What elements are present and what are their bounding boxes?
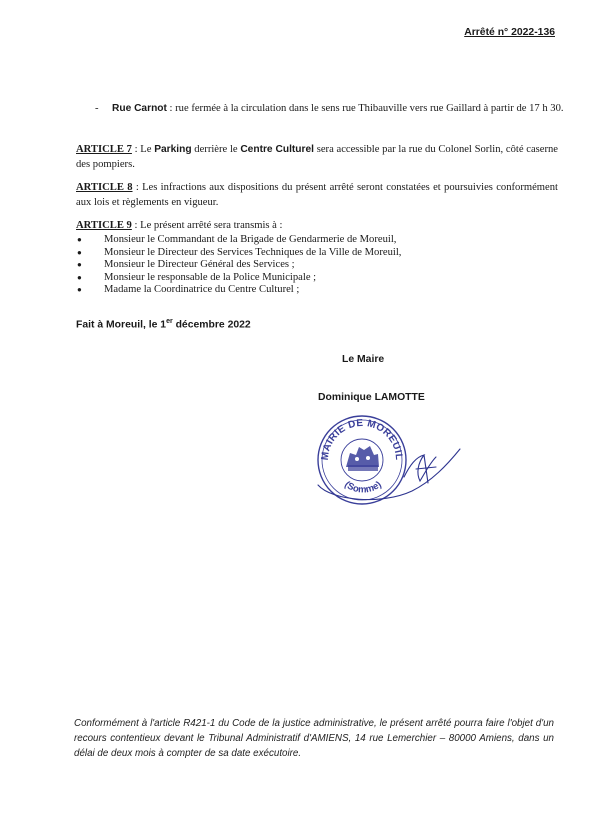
- parking-label: Parking: [154, 144, 192, 155]
- dash-bullet: -: [95, 103, 99, 114]
- signatory-name: Dominique LAMOTTE: [318, 392, 425, 403]
- mairie-stamp: [312, 405, 482, 513]
- recipient-text: Monsieur le Directeur Général des Services ;: [104, 259, 295, 271]
- svg-text:(Somme): [342, 479, 383, 495]
- article-7-text-1: : Le: [131, 144, 155, 155]
- article-9: [76, 219, 558, 234]
- bullet-icon: ●: [77, 285, 82, 295]
- list-item: [76, 272, 556, 285]
- stamp-and-signature-graphic: [312, 405, 482, 510]
- centre-culturel-label: Centre Culturel: [240, 144, 314, 155]
- article-9-label: ARTICLE 9: [76, 220, 132, 231]
- date-superscript: er: [166, 318, 173, 325]
- place-and-date: [76, 318, 251, 330]
- bullet-icon: ●: [77, 260, 82, 270]
- article-8: [76, 181, 558, 210]
- article-7-text-2: derrière le: [191, 144, 241, 155]
- handwritten-signature: [318, 449, 460, 500]
- article-7-label: ARTICLE 7: [76, 144, 132, 155]
- place-text: Fait à Moreuil, le 1: [76, 319, 167, 331]
- recipient-text: Monsieur le Commandant de la Brigade de Gendarmerie de Moreuil,: [104, 234, 397, 245]
- list-item: [76, 259, 556, 272]
- stamp-top-text: MAIRIE DE MOREUIL: [319, 417, 405, 461]
- article-8-label: ARTICLE 8: [76, 182, 133, 193]
- recipient-list: [76, 234, 556, 297]
- stamp-bottom-text: (Somme): [342, 479, 384, 496]
- recipient-text: Monsieur le Directeur des Services Techniques de la Ville de Moreuil,: [104, 246, 402, 258]
- article-7-text-3: sera accessible par la rue du Colonel Sorlin, côté caserne des pompiers.: [76, 144, 558, 170]
- street-closure-text: [112, 102, 567, 117]
- stamp-emblem: [346, 446, 379, 471]
- list-item: [76, 247, 556, 260]
- recipient-text: Madame la Coordinatrice du Centre Culturel ;: [104, 284, 300, 296]
- bullet-icon: ●: [77, 247, 82, 257]
- article-7: [76, 143, 558, 172]
- date-text: décembre 2022: [172, 319, 251, 331]
- bullet-icon: ●: [77, 235, 82, 244]
- street-closure-detail: : rue fermée à la circulation dans le sens rue Thibauville vers rue Gaillard à partir de 17 h 30.: [166, 103, 564, 114]
- bullet-icon: ●: [77, 272, 82, 282]
- decree-reference: Arrêté n° 2022-136: [464, 27, 555, 38]
- list-item: [76, 234, 556, 247]
- list-item: [76, 284, 556, 297]
- legal-notice: Conformément à l'article R421-1 du Code de la justice administrative, le présent arrêté pourra faire l'objet d'un recours contentieux devant le Tribunal Administratif d'AMIENS, 14 rue Lemerchier – 80000 Amiens, dans un délai de deux mois à compter de sa date exécutoire.: [74, 718, 554, 759]
- signatory-title: Le Maire: [342, 354, 385, 365]
- recipient-text: Monsieur le responsable de la Police Municipale ;: [104, 271, 317, 283]
- article-9-text: : Le présent arrêté sera transmis à :: [131, 220, 283, 231]
- street-name: Rue Carnot: [112, 103, 167, 114]
- article-8-text: : Les infractions aux dispositions du présent arrêté seront constatées et poursuivies conformément aux lois et règlements en vigueur.: [76, 182, 558, 208]
